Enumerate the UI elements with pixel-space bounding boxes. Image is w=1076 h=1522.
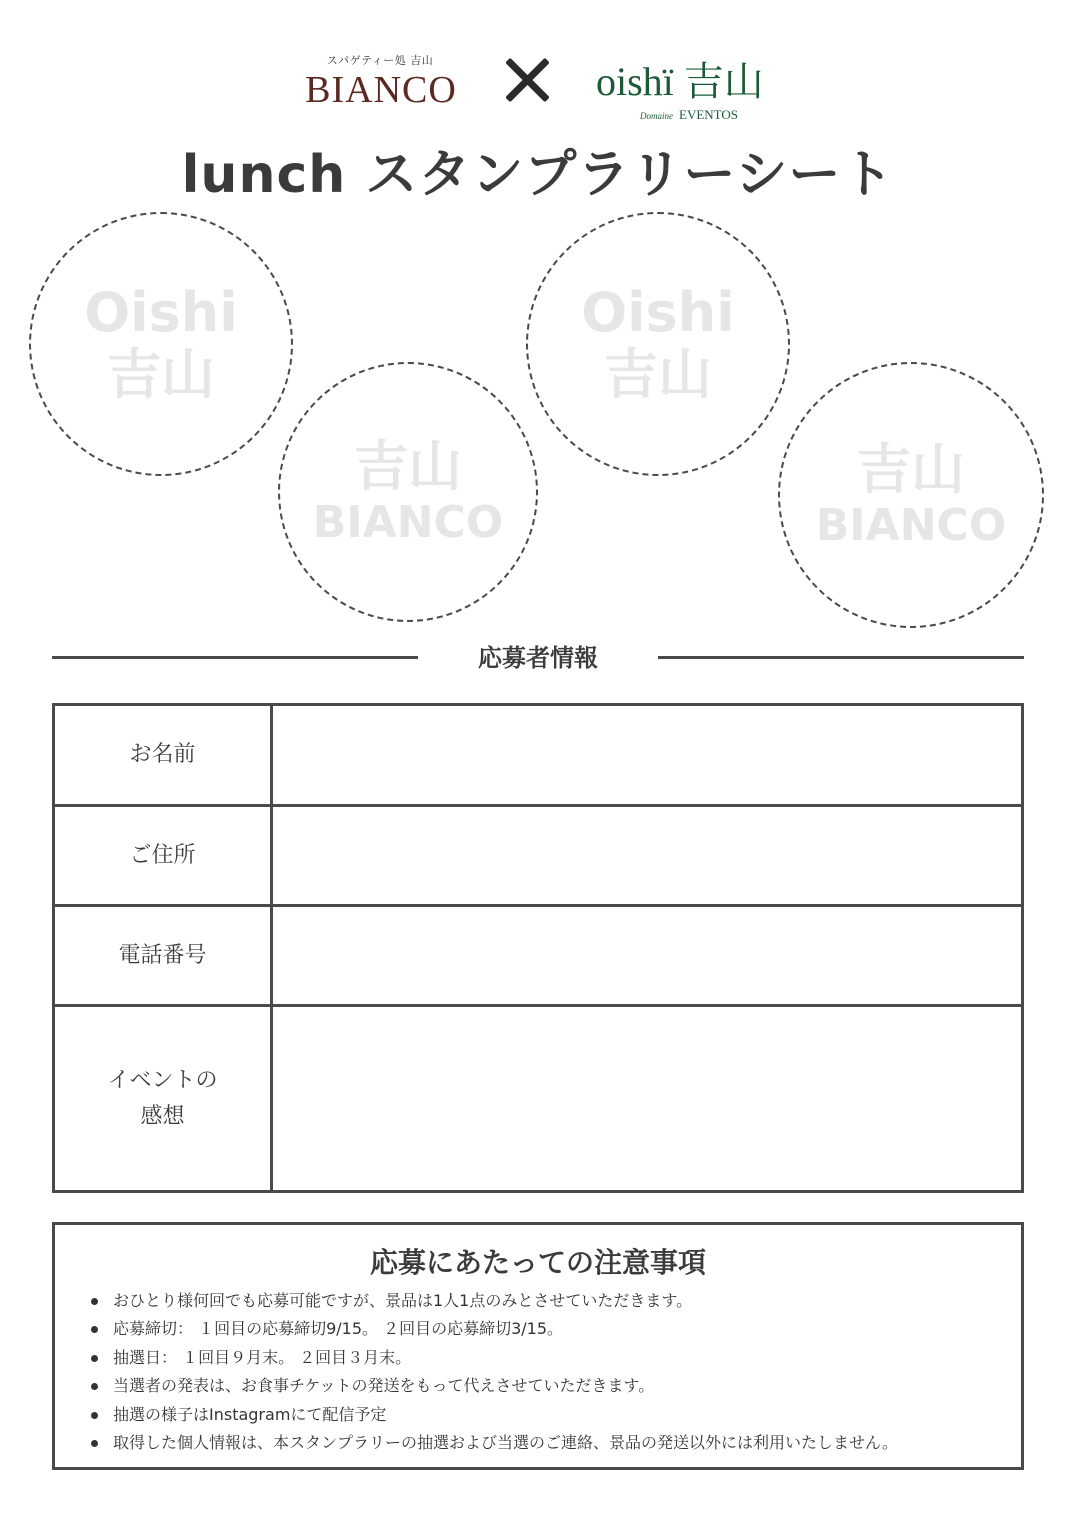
impressions-label-line1: イベントの xyxy=(107,1068,218,1094)
eventos-text: EVENTOS xyxy=(679,107,738,122)
notes-title: 応募にあたっての注意事項 xyxy=(369,1246,706,1279)
stamp-watermark-line1: 吉山 xyxy=(857,437,965,501)
stamp-slot-3[interactable] xyxy=(526,212,790,476)
impressions-field[interactable] xyxy=(273,1007,1021,1190)
stamp-watermark-line2: BIANCO xyxy=(312,496,504,548)
name-field[interactable] xyxy=(273,706,1021,804)
address-label: ご住所 xyxy=(129,842,196,868)
section-divider-left xyxy=(52,656,418,659)
section-divider-right xyxy=(658,656,1024,659)
notes-item: 取得した個人情報は、本スタンプラリーの抽選および当選のご連絡、景品の発送以外には利用いたしません。 xyxy=(113,1429,898,1457)
name-label: お名前 xyxy=(129,742,196,768)
stamp-watermark-line2: 吉山 xyxy=(107,343,215,406)
domaine-script: Domaine xyxy=(640,111,673,121)
domaine-eventos-logo xyxy=(640,107,790,123)
stamp-watermark-line2: BIANCO xyxy=(815,499,1007,551)
address-field[interactable] xyxy=(273,807,1021,904)
impressions-label-line2: 感想 xyxy=(140,1103,185,1129)
phone-label: 電話番号 xyxy=(118,942,207,968)
applicant-form-table xyxy=(52,703,1024,1193)
stamp-watermark-line1: Oishi xyxy=(581,280,735,344)
notes-list xyxy=(55,1287,898,1457)
section-title: 応募者情報 xyxy=(478,644,598,672)
stamp-watermark-line2: 吉山 xyxy=(604,343,712,406)
notes-item: 応募締切： １回目の応募締切9/15。 ２回目の応募締切3/15。 xyxy=(113,1315,898,1343)
notes-item: 抽選の様子はInstagramにて配信予定 xyxy=(113,1401,898,1429)
bianco-logo-subtitle: スパゲティー処 吉山 xyxy=(326,54,434,67)
bianco-logo: BIANCO xyxy=(305,69,457,111)
notes-item: おひとり様何回でも応募可能ですが、景品は1人1点のみとさせていただきます。 xyxy=(113,1287,898,1315)
phone-field[interactable] xyxy=(273,907,1021,1004)
impressions-label xyxy=(55,1007,270,1190)
notes-item: 当選者の発表は、お食事チケットの発送をもって代えさせていただきます。 xyxy=(113,1372,898,1400)
collaboration-x-icon xyxy=(500,52,556,108)
stamp-slot-2[interactable] xyxy=(278,362,538,622)
stamp-watermark-line1: Oishi xyxy=(84,280,238,344)
notes-box xyxy=(52,1222,1024,1470)
stamp-watermark-line1: 吉山 xyxy=(354,434,462,498)
page-title: lunch スタンプラリーシート xyxy=(181,145,895,205)
stamp-slot-4[interactable] xyxy=(778,362,1044,628)
stamp-slot-1[interactable] xyxy=(29,212,293,476)
notes-item: 抽選日： １回目９月末。 ２回目３月末。 xyxy=(113,1344,898,1372)
oishi-yoshiyama-logo: oishï 吉山 xyxy=(596,59,764,104)
